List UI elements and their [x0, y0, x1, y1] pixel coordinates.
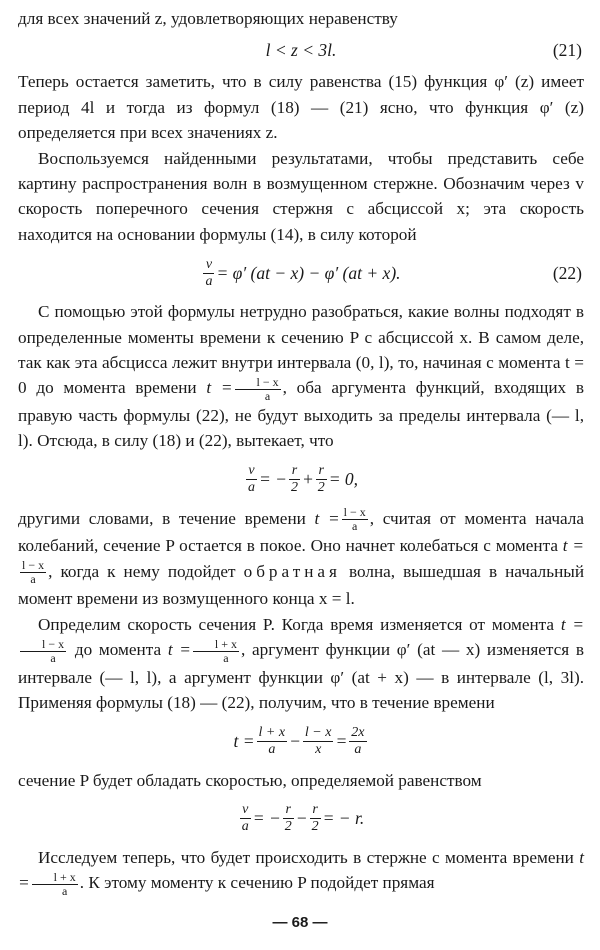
fraction-l-minus-x-over-a: $\frac{l - x}{a}$	[20, 638, 66, 665]
fraction-2x-over-a: $\frac{2x}{a}$	[351, 725, 365, 757]
fraction-v-over-a: $\frac{v}{a}$	[205, 256, 213, 289]
fraction-v-over-a: $\frac{v}{a}$	[241, 802, 249, 835]
text-line-1: для всех значений z, удовлетворяющих неравенству	[18, 9, 398, 28]
equation-time-interval: t = $\frac{l + x}{a}$ − $\frac{l - x}{x}$ = $\frac{2x}{a}$	[233, 725, 365, 757]
paragraph-next: Исследуем теперь, что будет происходить в стержне с момента времени t = $\frac{l + x}{a}$ . К этому моменту к сечению P подойдет прямая	[18, 847, 584, 898]
page-number: — 68 —	[272, 914, 328, 931]
paragraph-rest: другими словами, в течение времени t = $\frac{l - x}{a}$ , считая от момента начала колебаний, сечение P остается в покое. Оно начнет колебаться с момента t = $\frac{l - x}{a}$ , когда к нему подойдет обратная волна, вышедшая в начальный момент времени из возмущенного конца x = l.	[18, 505, 585, 609]
equation-22	[18, 247, 584, 299]
text-line-speed: сечение P будет обладать скоростью, определяемой равенством	[18, 770, 482, 790]
fraction-v-over-a: $\frac{v}{a}$	[247, 463, 255, 496]
fraction-l-plus-x-over-a: $\frac{l + x}{a}$	[32, 871, 78, 898]
fraction-l-minus-x-over-a: $\frac{l - x}{a}$	[343, 505, 366, 534]
equation-v-minus-r: $\frac{v}{a}$ = − $\frac{r}{2}$ − $\frac{r}{2}$ = − r.	[241, 802, 365, 835]
paragraph-period: Теперь остается заметить, что в силу равенства (15) функция φ′ (z) имеет период 4l и тогда из формул (18) — (21) ясно, что функция φ′ (z) определяется при всех значениях z.	[18, 72, 584, 143]
equation-21-body: l < z < 3l.	[265, 39, 337, 60]
equation-v-zero: $\frac{v}{a}$ = − $\frac{r}{2}$ + $\frac{r}{2}$ = 0,	[247, 463, 359, 496]
fraction-l-plus-x-over-a: $\frac{l + x}{a}$	[258, 725, 286, 757]
page-content	[18, 6, 584, 898]
fraction-r-over-2: $\frac{r}{2}$	[290, 463, 298, 496]
fraction-l-minus-x-over-a: $\frac{l - x}{a}$	[235, 376, 281, 403]
equation-22-rhs: = φ′ (at − x) − φ′ (at + x).	[216, 262, 401, 283]
paragraph-waves: Воспользуемся найденными результатами, чтобы представить себе картину распространения волн в возмущенном стержне. Обозначим через v скорость поперечного сечения стержня с абсциссой x; эта скорость находится на основании формулы (14), в силу которой	[18, 148, 584, 244]
fraction-r-over-2: $\frac{r}{2}$	[317, 463, 325, 496]
fraction-l-plus-x-over-a: $\frac{l + x}{a}$	[193, 638, 239, 665]
fraction-l-minus-x-over-a: $\frac{l - x}{a}$	[22, 558, 45, 587]
equation-22-number: (22)	[552, 262, 582, 283]
equation-21	[18, 31, 584, 69]
paragraph-formula-analysis: С помощью этой формулы нетрудно разобраться, какие волны подходят в определенные моменты времени к сечению P с абсциссой x. В самом деле, так как эта абсцисса лежит внутри интервала (0, l), то, начиная с момента t = 0 до момента времени t = $\frac{l - x}{a}$ , оба аргумента функций, входящих в правую часть формулы (22), не будут выходить за пределы интервала (— l, l). Отсюда, в силу (18) и (22), вытекает, что	[18, 302, 584, 451]
fraction-r-over-2: $\frac{r}{2}$	[311, 802, 319, 835]
equation-21-number: (21)	[552, 39, 582, 60]
fraction-r-over-2: $\frac{r}{2}$	[284, 802, 292, 835]
paragraph-velocity: Определим скорость сечения P. Когда время изменяется от момента t = $\frac{l - x}{a}$ до момента t = $\frac{l + x}{a}$ , аргумент функции φ′ (at — x) изменяется в интервале (— l, l), а аргумент функции φ′ (at + x) — в интервале (l, 3l). Применяя формулы (18) — (22), получим, что в течение времени	[18, 614, 585, 713]
spaced-word: обратная	[243, 561, 341, 581]
fraction-l-minus-x-over-x: $\frac{l - x}{x}$	[304, 725, 332, 757]
